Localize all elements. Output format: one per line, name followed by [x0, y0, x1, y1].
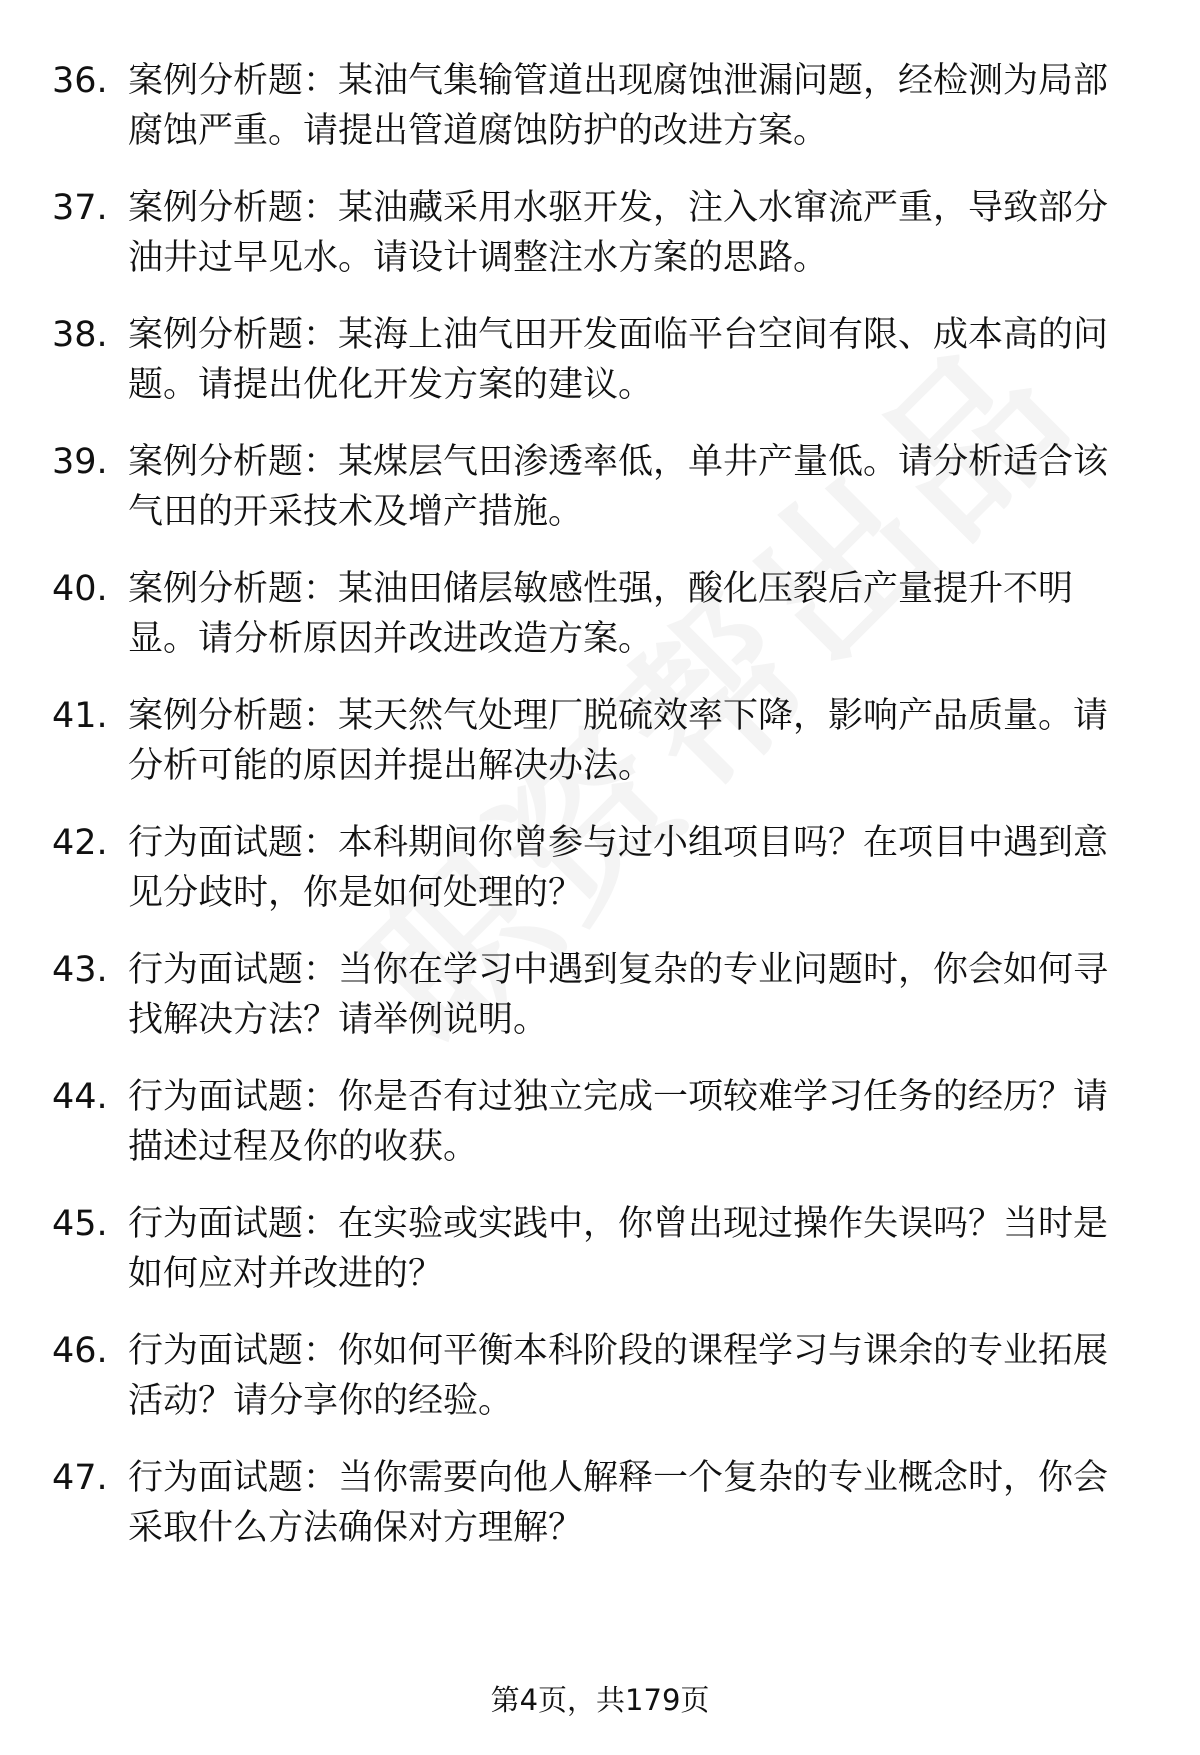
question-list: [52, 56, 1142, 1580]
question-number: 45.: [52, 1204, 108, 1244]
question-item: [52, 437, 1142, 537]
question-text: 行为面试题：你如何平衡本科阶段的课程学习与课余的专业拓展活动？请分享你的经验。: [128, 1331, 1109, 1421]
question-text: 案例分析题：某油田储层敏感性强，酸化压裂后产量提升不明显。请分析原因并改进改造方案。: [128, 569, 1074, 659]
question-number: 40.: [52, 569, 108, 609]
question-text: 行为面试题：你是否有过独立完成一项较难学习任务的经历？请描述过程及你的收获。: [128, 1077, 1109, 1167]
question-text: 行为面试题：本科期间你曾参与过小组项目吗？在项目中遇到意见分歧时，你是如何处理的？: [128, 823, 1109, 913]
question-text: 行为面试题：当你需要向他人解释一个复杂的专业概念时，你会采取什么方法确保对方理解？: [128, 1458, 1109, 1548]
page-footer: 第4页，共179页: [490, 1683, 710, 1717]
question-number: 36.: [52, 61, 108, 101]
question-item: [52, 691, 1142, 791]
question-item: [52, 945, 1142, 1045]
question-item: [52, 1453, 1142, 1553]
question-number: 47.: [52, 1458, 108, 1498]
question-number: 42.: [52, 823, 108, 863]
question-item: [52, 56, 1142, 156]
question-text: 案例分析题：某油气集输管道出现腐蚀泄漏问题，经检测为局部腐蚀严重。请提出管道腐蚀防护的改进方案。: [128, 61, 1109, 151]
question-text: 案例分析题：某海上油气田开发面临平台空间有限、成本高的问题。请提出优化开发方案的建议。: [128, 315, 1109, 405]
question-item: [52, 564, 1142, 664]
question-item: [52, 1199, 1142, 1299]
question-item: [52, 818, 1142, 918]
question-number: 46.: [52, 1331, 108, 1371]
question-number: 44.: [52, 1077, 108, 1117]
question-number: 41.: [52, 696, 108, 736]
question-number: 39.: [52, 442, 108, 482]
question-number: 38.: [52, 315, 108, 355]
question-item: [52, 1072, 1142, 1172]
question-number: 37.: [52, 188, 108, 228]
question-text: 行为面试题：在实验或实践中，你曾出现过操作失误吗？当时是如何应对并改进的？: [128, 1204, 1109, 1294]
question-text: 案例分析题：某天然气处理厂脱硫效率下降，影响产品质量。请分析可能的原因并提出解决办法。: [128, 696, 1109, 786]
question-text: 案例分析题：某煤层气田渗透率低，单井产量低。请分析适合该气田的开采技术及增产措施。: [128, 442, 1109, 532]
question-text: 案例分析题：某油藏采用水驱开发，注入水窜流严重，导致部分油井过早见水。请设计调整注水方案的思路。: [128, 188, 1109, 278]
question-text: 行为面试题：当你在学习中遇到复杂的专业问题时，你会如何寻找解决方法？请举例说明。: [128, 950, 1109, 1040]
question-item: [52, 310, 1142, 410]
question-item: [52, 183, 1142, 283]
question-item: [52, 1326, 1142, 1426]
question-number: 43.: [52, 950, 108, 990]
